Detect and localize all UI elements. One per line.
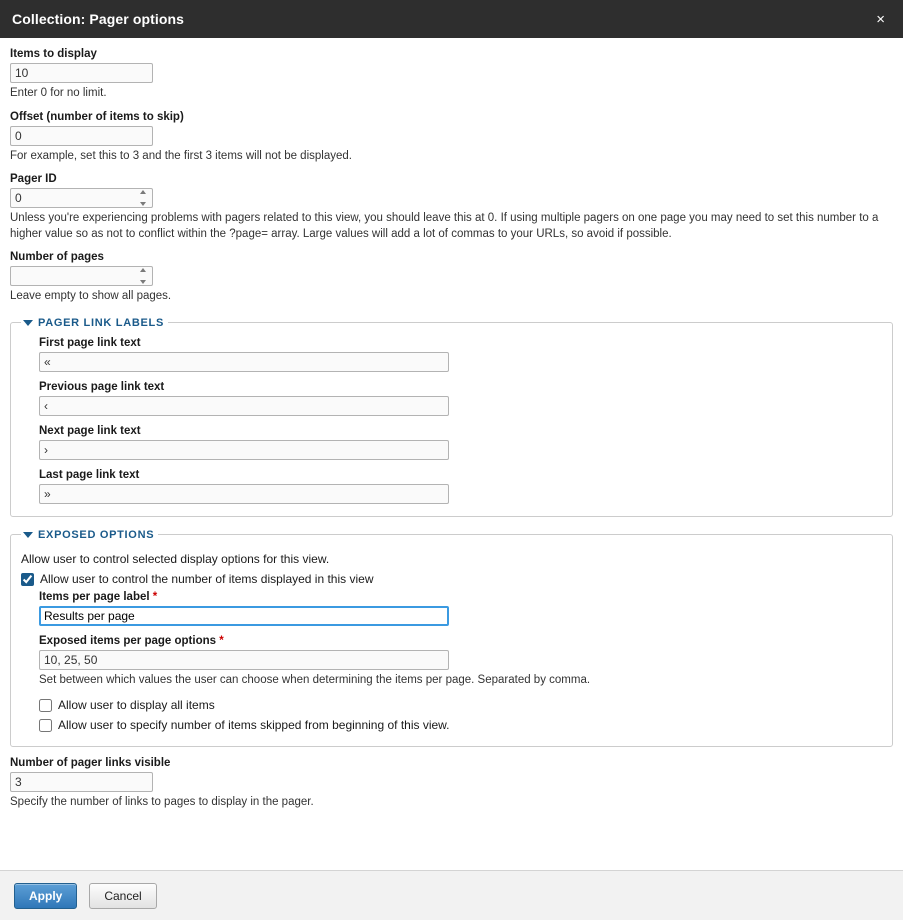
spinner-arrows-icon[interactable] [136, 190, 149, 206]
dialog-title: Collection: Pager options [12, 11, 185, 27]
items-to-display-description: Enter 0 for no limit. [10, 87, 107, 99]
spinner-arrows-icon[interactable] [136, 268, 149, 284]
exposed-items-per-page-options-description: Set between which values the user can choose when determining the items per page. Separated by comma. [39, 674, 591, 687]
items-to-display-label: Items to display [10, 48, 97, 60]
pager-links-visible-input[interactable] [10, 772, 153, 792]
exposed-options-legend[interactable] [21, 529, 158, 541]
offset-description: For example, set this to 3 and the first 3 items will not be displayed. [10, 149, 352, 162]
pager-id-description: Unless you're experiencing problems with pagers related to this view, you should leave this at 0. If using multiple pagers on one page you may need to set this number to a higher value so as not to conflict within the ?page= array. Large values will add a lot of commas to your URLs, so avoid if possible. [10, 212, 879, 240]
dialog-titlebar [0, 0, 903, 38]
pager-link-labels-legend-text: PAGER LINK LABELS [38, 316, 164, 329]
previous-page-link-input[interactable] [39, 396, 449, 416]
field-exposed-items-per-page-options [21, 635, 882, 689]
cancel-button[interactable]: Cancel [89, 883, 156, 909]
items-per-page-label-input[interactable] [39, 606, 449, 626]
required-marker: * [219, 635, 224, 648]
next-page-link-label: Next page link text [39, 424, 141, 437]
pager-id-stepper[interactable] [10, 188, 153, 208]
field-number-of-pages [10, 251, 893, 305]
number-of-pages-label: Number of pages [10, 251, 104, 264]
exposed-items-per-page-options-input[interactable] [39, 650, 449, 670]
field-items-per-page-label [21, 591, 882, 626]
dialog-footer [0, 870, 903, 920]
pager-link-labels-fieldset [10, 317, 893, 517]
allow-offset-row[interactable] [21, 718, 882, 734]
exposed-options-intro: Allow user to control selected display options for this view. [21, 551, 330, 566]
allow-offset-label[interactable]: Allow user to specify number of items skipped from beginning of this view. [58, 718, 450, 733]
last-page-link-input[interactable] [39, 484, 449, 504]
allow-control-items-label[interactable]: Allow user to control the number of items displayed in this view [40, 571, 374, 586]
allow-display-all-label[interactable]: Allow user to display all items [58, 697, 215, 712]
items-to-display-input[interactable] [10, 63, 153, 83]
dialog-body [0, 38, 903, 870]
offset-input[interactable] [10, 126, 153, 146]
allow-control-items-row[interactable] [21, 572, 882, 588]
chevron-down-icon[interactable] [23, 320, 33, 326]
next-page-link-input[interactable] [39, 440, 449, 460]
exposed-options-legend-text: EXPOSED OPTIONS [38, 528, 155, 541]
field-offset [10, 111, 893, 165]
first-page-link-input[interactable] [39, 352, 449, 372]
items-per-page-label-label: Items per page label * [39, 591, 158, 604]
field-first-page-link-text [39, 337, 882, 372]
field-pager-id [10, 173, 893, 242]
field-previous-page-link-text [39, 381, 882, 416]
field-items-to-display [10, 48, 893, 102]
apply-button[interactable]: Apply [14, 883, 77, 909]
number-of-pages-description: Leave empty to show all pages. [10, 290, 172, 303]
pager-link-labels-legend[interactable] [21, 317, 168, 329]
previous-page-link-label: Previous page link text [39, 380, 165, 393]
allow-control-items-checkbox[interactable] [21, 573, 34, 586]
last-page-link-label: Last page link text [39, 468, 140, 481]
chevron-down-icon[interactable] [23, 532, 33, 538]
pager-id-input[interactable] [10, 188, 153, 208]
exposed-options-fieldset [10, 529, 893, 747]
number-of-pages-stepper[interactable] [10, 266, 153, 286]
first-page-link-label: First page link text [39, 336, 141, 349]
field-next-page-link-text [39, 425, 882, 460]
close-icon[interactable]: × [876, 10, 885, 28]
field-last-page-link-text [39, 469, 882, 504]
number-of-pages-input[interactable] [10, 266, 153, 286]
allow-offset-checkbox[interactable] [39, 719, 52, 732]
required-marker: * [152, 591, 158, 604]
offset-label: Offset (number of items to skip) [10, 110, 184, 123]
exposed-items-per-page-options-label: Exposed items per page options * [39, 635, 224, 648]
field-pager-links-visible [10, 757, 893, 811]
allow-display-all-row[interactable] [21, 698, 882, 714]
allow-display-all-checkbox[interactable] [39, 699, 52, 712]
pager-id-label: Pager ID [10, 173, 57, 186]
pager-links-visible-description: Specify the number of links to pages to display in the pager. [10, 795, 314, 808]
pager-links-visible-label: Number of pager links visible [10, 756, 171, 769]
